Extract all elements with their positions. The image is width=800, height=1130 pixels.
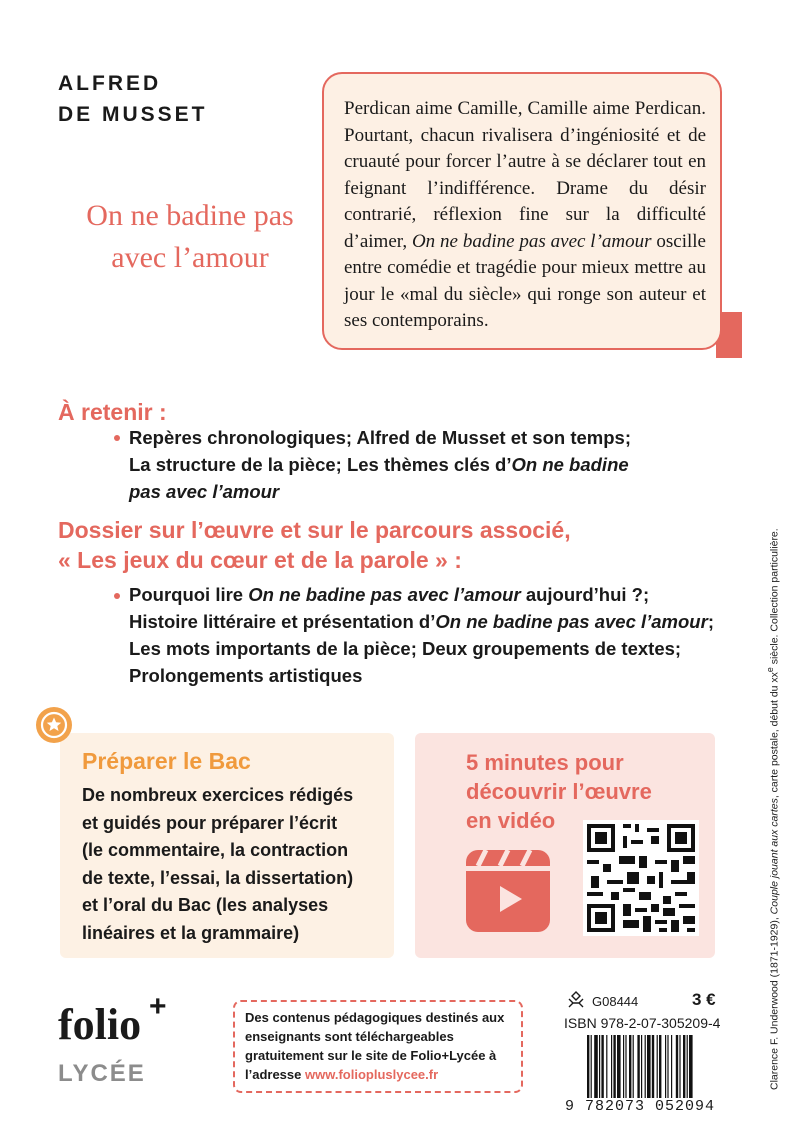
folio-plus-mark: + <box>149 990 167 1023</box>
credit-italic: Couple jouant aux cartes <box>768 798 781 915</box>
dossier-line-2-a: Histoire littéraire et présentation d’ <box>129 611 436 632</box>
dossier-line-2-c: ; <box>707 611 714 632</box>
video-line-2: découvrir l’œuvre <box>466 779 652 804</box>
bac-line-2: et guidés pour préparer l’écrit <box>82 812 338 833</box>
credit-text-1: Clarence F. Underwood (1871-1929), <box>768 914 781 1090</box>
retenir-line-2-italic: On ne badine <box>511 454 629 475</box>
title-line-2: avec l’amour <box>111 241 269 274</box>
video-line-1: 5 minutes pour <box>466 750 624 775</box>
bac-line-6: linéaires et la grammaire) <box>82 922 300 943</box>
author-line-1: ALFRED <box>58 72 162 95</box>
credit-text-2: , carte postale, début du xx <box>768 672 781 799</box>
star-icon-svg <box>36 707 72 743</box>
dossier-heading-line-2: « Les jeux du cœur et de la parole » : <box>58 547 462 573</box>
bac-line-5: et l’oral du Bac (les analyses <box>82 895 329 915</box>
author-name <box>58 68 208 130</box>
video-line-3: en vidéo <box>466 808 556 833</box>
retenir-line-2 <box>129 451 631 478</box>
dossier-line-2 <box>129 608 714 635</box>
lycee-label: LYCÉE <box>58 1060 146 1087</box>
book-title <box>40 195 340 279</box>
title-line-1: On ne badine pas <box>86 199 294 232</box>
dossier-bullet <box>114 593 120 599</box>
retenir-line-1: Repères chronologiques; Alfred de Musset et son temps; <box>129 427 631 448</box>
barcode-icon <box>587 1035 721 1098</box>
product-code: G08444 <box>592 994 639 1009</box>
retenir-line-3-italic: pas avec l’amour <box>129 481 280 502</box>
dossier-heading-line-1: Dossier sur l’œuvre et sur le parcours associé, <box>58 517 571 543</box>
summary-text-1: Perdican aime Camille, Camille aime Perdican. Pourtant, chacun rivalisera d’ingéniosité et de cruauté pour forcer l’autre à se déclarer tout en feignant l’indifférence. Drame du désir contrarié, réflexion fine sur la difficulté d’aimer, <box>344 98 706 252</box>
retenir-line-2-text: La structure de la pièce; Les thèmes clés d’ <box>129 454 512 475</box>
video-clapper-icon[interactable] <box>464 848 552 934</box>
retenir-bullet <box>114 435 120 441</box>
bac-line-4: de texte, l’essai, la dissertation) <box>82 867 354 888</box>
retenir-list <box>129 424 631 505</box>
distributor-logo-icon <box>566 991 586 1009</box>
qr-code-icon[interactable] <box>583 820 699 936</box>
dossier-line-3: Les mots importants de la pièce; Deux groupements de textes; <box>129 638 682 659</box>
retenir-heading: À retenir : <box>58 399 167 425</box>
isbn: ISBN 978-2-07-305209-4 <box>564 1015 721 1031</box>
dossier-line-2-italic: On ne badine pas avec l’amour <box>435 611 708 632</box>
teacher-info-box <box>233 1000 523 1093</box>
dossier-line-1-a: Pourquoi lire <box>129 584 249 605</box>
dossier-line-4: Prolongements artistiques <box>129 665 363 686</box>
price: 3 € <box>692 990 716 1009</box>
dossier-heading <box>58 515 571 575</box>
teacher-url-link[interactable]: www.foliopluslycee.fr <box>305 1067 439 1082</box>
bac-title: Préparer le Bac <box>82 748 251 774</box>
credit-sup: e <box>765 667 775 673</box>
retenir-line-3 <box>129 478 631 505</box>
bac-description <box>82 782 392 947</box>
summary-box <box>322 72 722 350</box>
summary-text-2: oscille entre comédie et tragédie pour mieux mettre au jour le «mal du siècle» qui ronge son auteur et ses contemporains. <box>344 230 706 331</box>
bac-line-3: (le commentaire, la contraction <box>82 840 349 860</box>
dossier-line-1 <box>129 581 714 608</box>
star-icon <box>36 707 72 743</box>
dossier-line-1-c: aujourd’hui ?; <box>520 584 650 605</box>
dossier-list <box>129 581 714 689</box>
barcode-number: 9 782073 052094 <box>565 1098 716 1115</box>
author-line-2: DE MUSSET <box>58 103 208 126</box>
image-credit <box>765 528 781 1090</box>
dossier-line-1-italic: On ne badine pas avec l’amour <box>248 584 521 605</box>
folio-logo: folio <box>58 1000 142 1049</box>
summary-title-italic: On ne badine pas avec l’amour <box>411 230 652 252</box>
bac-line-1: De nombreux exercices rédigés <box>82 785 354 805</box>
teacher-text: Des contenus pédagogiques destinés aux enseignants sont téléchargeables gratuitement sur le site de Folio+Lycée à l’adresse <box>245 1010 505 1082</box>
credit-text-3: siècle. Collection particulière. <box>768 528 781 668</box>
